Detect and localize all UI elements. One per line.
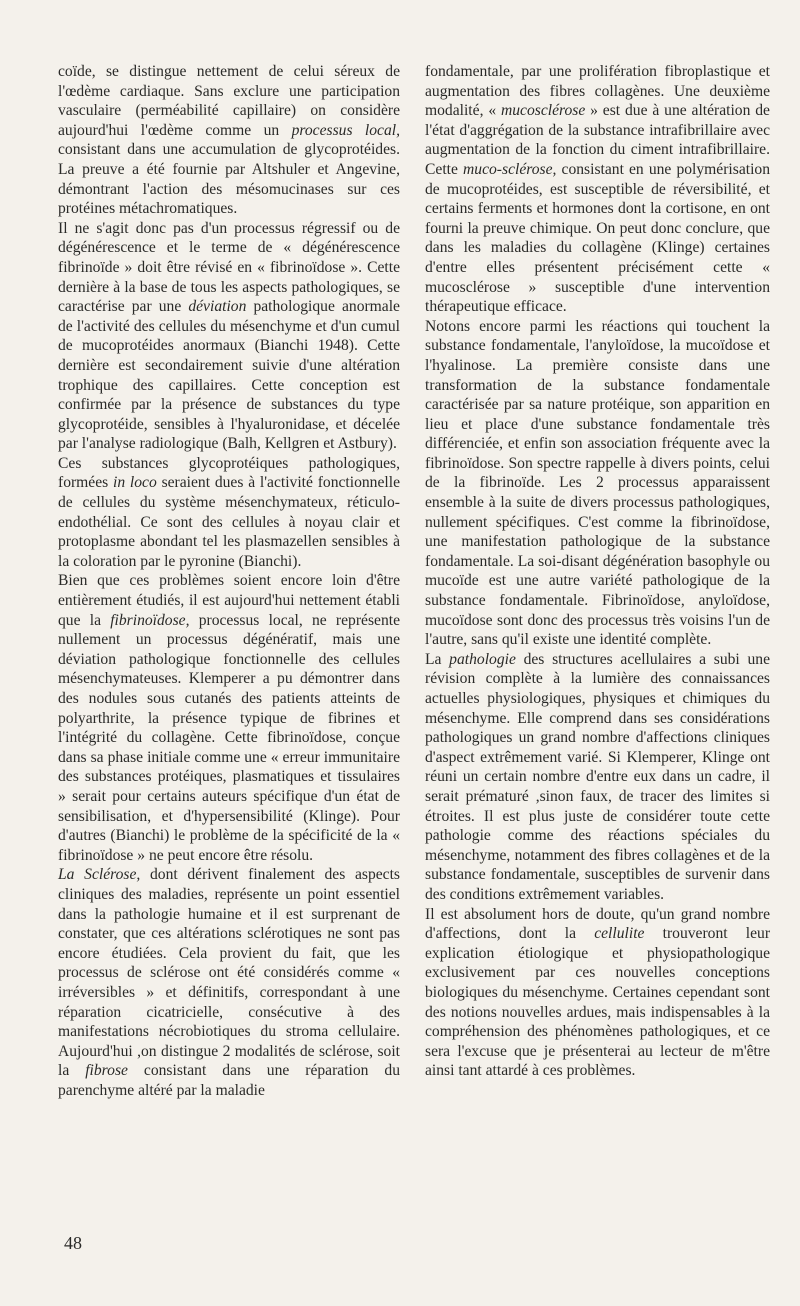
paragraph: La pathologie des structures acellulaires a subi une révision complète à la lumière des connaissances actuelles physiologiques, physiques et chimiques du mésenchyme. Elle comprend dans ses considérations pathologiques un grand nombre d'affections cliniques d'aspect extrêmement varié. Si Klemperer, Klinge ont réuni un certain nombre d'entre eux dans un cadre, il serait prématuré ,sinon faux, de tracer des limites si étroites. Il est plus juste de considérer toute cette pathologie comme des réactions spéciales du mésenchyme, notamment des fibres collagènes et de la substance fondamentale, susceptibles de survenir dans des conditions extrêmement variables.: [425, 650, 770, 903]
paragraph: La Sclérose, dont dérivent finalement des aspects cliniques des maladies, représente un point essentiel dans la pathologie humaine et il est surprenant de constater, que ces altérations sclérotiques ne sont pas encore étudiées. Cela provient du fait, que les processus de sclérose ont été considérés comme « irréversibles » et définitifs, correspondant à une réparation cicatricielle, consécutive à des manifestations nécrobiotiques du stroma cellulaire. Aujourd'hui ,on distingue 2 modalités de sclérose, soit la fibrose consistant dans une réparation du parenchyme altéré par la maladie: [58, 866, 400, 1099]
paragraph: Il est absolument hors de doute, qu'un grand nombre d'affections, dont la cellulite trouveront leur explication étiologique et physiopathologique exclusivement par ces nouvelles conceptions biologiques du mésenchyme. Certaines cependant sont des notions nouvelles ardues, mais indispensables à la compréhension des phénomènes pathologiques, et ce sera l'excuse que je présenterai au lecteur de m'être ainsi tant attardé à ces problèmes.: [425, 905, 771, 1080]
right-column: [425, 62, 770, 1081]
paragraph: Il ne s'agit donc pas d'un processus régressif ou de dégénérescence et le terme de « dégénérescence fibrinoïde » doit être révisé en « fibrinoïdose ». Cette dernière à la base de tous les aspects pathologiques, se caractérise par une déviation pathologique anormale de l'activité des cellules du mésenchyme et d'un cumul de mucoprotéides anormaux (Bianchi 1948). Cette dernière est secondairement suivie d'une altération trophique des capillaires. Cette conception est confirmée par la présence de substances du type glycoprotéide, sensibles à l'hyaluronidase, et décelée par l'analyse radiologique (Balh, Kellgren et Astbury).: [58, 219, 400, 453]
paragraph: Ces substances glycoprotéiques pathologiques, formées in loco seraient dues à l'activité fonctionnelle de cellules du système mésenchymateux, réticulo-endothélial. Ce sont des cellules à noyau clair et protoplasme abondant tel les plasmazellen sensibles à la coloration par le pyronine (Bianchi).: [58, 454, 400, 570]
paragraph: Notons encore parmi les réactions qui touchent la substance fondamentale, l'anyloïdose, la mucoïdose et l'hyalinose. La première consiste dans une transformation de la substance fondamentale caractérisée par sa nature protéique, son apparition en lieu et place d'une substance fondamentale très différenciée, et enfin son association fréquente avec la fibrinoïdose. Son spectre rappelle à divers points, celui de la fibrinoïde. Les 2 processus apparaissent ensemble à la suite de divers processus pathologiques, nullement spécifiques. C'est comme la fibrinoïdose, une manifestation pathologique de la substance fondamentale. La soi-disant dégénération basophyle ou mucoïde est une autre variété pathologique de la substance fondamentale. Fibrinoïdose, anyloïdose, mucoïdose sont donc des processus très voisins l'un de l'autre, sans qu'il existe une identité complète.: [425, 317, 770, 649]
page-number: 48: [64, 1233, 82, 1253]
left-column: [58, 62, 400, 1100]
paragraph: coïde, se distingue nettement de celui séreux de l'œdème cardiaque. Sans exclure une participation vasculaire (perméabilité capillaire) on considère aujourd'hui l'œdème comme un processus local, consistant dans une accumulation de glycoprotéides. La preuve a été fournie par Altshuler et Angevine, démontrant l'action des mésomucinases sur ces protéines métachromatiques.: [58, 63, 400, 218]
paragraph: fondamentale, par une prolifération fibroplastique et augmentation des fibres collagènes. Une deuxième modalité, « mucosclérose » est due à une altération de l'état d'aggrégation de la substance intrafibrillaire avec augmentation de la fonction du ciment intrafibrillaire. Cette muco-sclérose, consistant en une polymérisation de mucoprotéides, est susceptible de réversibilité, et certains ferments et hormones dont la cortisone, en ont fourni la preuve chimique. On peut donc conclure, que dans les maladies du collagène (Klinge) certaines d'entre elles présentent précisément cette « mucosclérose » susceptible d'une intervention thérapeutique efficace.: [425, 63, 771, 316]
paragraph: Bien que ces problèmes soient encore loin d'être entièrement étudiés, il est aujourd'hui nettement établi que la fibrinoïdose, processus local, ne représente nullement un processus dégénératif, mais une déviation pathologique fonctionnelle des cellules mésenchymateuses. Klemperer a pu démontrer dans des nodules sous cutanés des patients atteints de polyarthrite, la présence typique de fibrines et l'intégrité du collagène. Cette fibrinoïdose, conçue dans sa phase initiale comme une « erreur immunitaire des substances protéiques, plasmatiques et tissulaires » serait pour certains auteurs spécifique d'un état de sensibilisation, et d'hypersensibilité (Klinge). Pour d'autres (Bianchi) le problème de la spécificité de la « fibrinoïdose » ne peut encore être résolu.: [58, 572, 400, 864]
